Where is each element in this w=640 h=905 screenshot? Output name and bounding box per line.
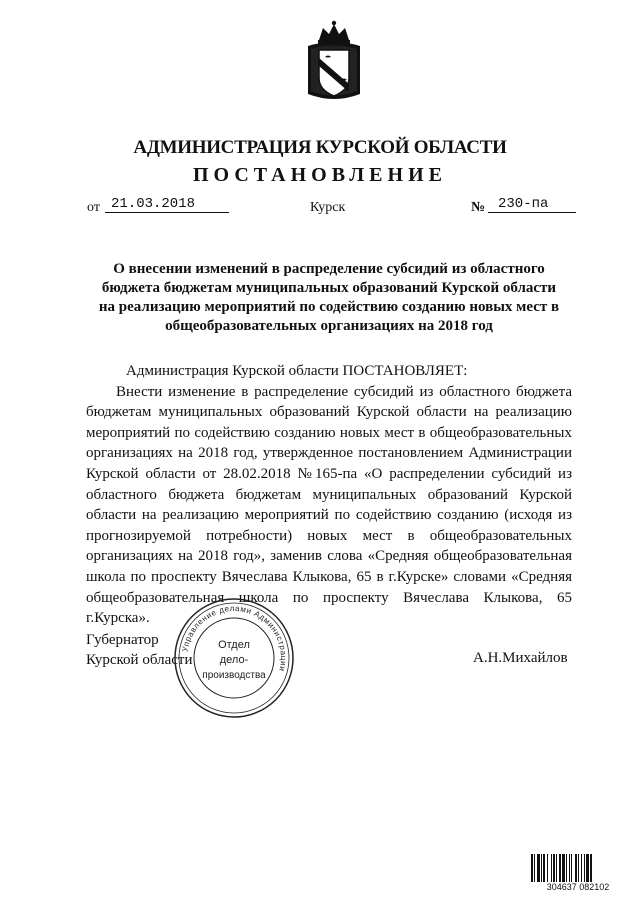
body-line: общеобразовательная школа по проспекту Вячеслава Клыкова, 65 xyxy=(86,589,572,606)
body-line: Администрация Курской области ПОСТАНОВЛЯЕТ: xyxy=(126,363,468,379)
document-number: 230-па xyxy=(488,196,576,213)
signatory-position-line: Курской области xyxy=(86,652,193,668)
signatory-position-line: Губернатор xyxy=(86,632,159,648)
body-line: бюджетам муниципальных образований Курской области на реализацию xyxy=(86,404,572,421)
body-line: организациях на 2018 год», заменив слова «Средняя общеобразовательная xyxy=(86,548,572,565)
subject-line: общеобразовательных организациях на 2018 год xyxy=(165,318,493,334)
organization-title: АДМИНИСТРАЦИЯ КУРСКОЙ ОБЛАСТИ xyxy=(133,137,507,158)
body-line: Курской области от 28.02.2018 №165-па «О распределении субсидий из xyxy=(86,465,572,482)
body-line: прогнозируемой потребности) новых мест в общеобразовательных xyxy=(86,527,572,544)
body-line: школа по проспекту Вячеслава Клыкова, 65 в г.Курске» словами «Средняя xyxy=(86,568,572,585)
body-line: области на реализацию мероприятий по содействию созданию (исходя из xyxy=(86,507,572,524)
barcode-number: 304637 082102 xyxy=(530,882,626,892)
subject-line: О внесении изменений в распределение субсидий из областного xyxy=(113,261,545,277)
body-line: Внести изменение в распределение субсидий из областного бюджета xyxy=(116,383,572,400)
coat-of-arms-emblem xyxy=(305,20,363,102)
subject-line: бюджета бюджетам муниципальных образований Курской области xyxy=(101,280,557,296)
body-line: областного бюджета бюджетам муниципальных образований Курской xyxy=(86,486,572,503)
signatory-name: А.Н.Михайлов xyxy=(473,650,568,666)
body-line: мероприятий по содействию созданию новых мест в общеобразовательных xyxy=(86,424,572,441)
document-type-title: ПОСТАНОВЛЕНИЕ xyxy=(193,164,447,186)
stamp-line: Отдел xyxy=(218,639,250,651)
document-subject xyxy=(86,260,572,336)
body-line: организациях на 2018 год, утвержденное постановлением Администрации xyxy=(86,445,572,462)
office-stamp xyxy=(172,596,296,720)
stamp-ring-text: Управление делами Администрации xyxy=(180,603,289,673)
document-city: Курск xyxy=(310,200,346,215)
document-date: 21.03.2018 xyxy=(105,196,229,213)
number-label: № xyxy=(471,200,486,215)
body-line: г.Курска». xyxy=(86,610,150,627)
stamp-line: дело- xyxy=(219,654,249,666)
subject-line: на реализацию мероприятий по содействию созданию новых мест в xyxy=(98,299,560,315)
document-body xyxy=(86,361,572,629)
stamp-line: производства xyxy=(202,670,266,681)
date-prefix-label: от xyxy=(87,200,100,215)
